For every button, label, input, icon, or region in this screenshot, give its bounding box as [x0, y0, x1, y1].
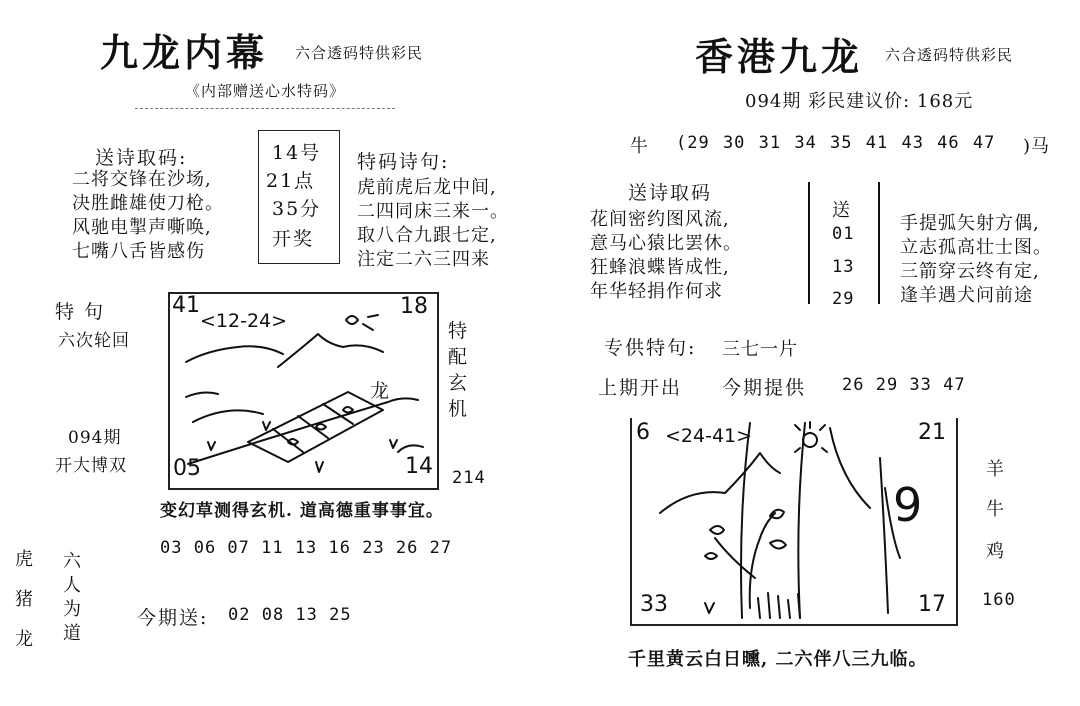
right-sketch-label-range: <24-41>	[665, 425, 753, 447]
left-poem-label: 送诗取码:	[95, 147, 188, 169]
right-ox: 牛	[630, 136, 649, 157]
left-title: 九龙内幕	[100, 30, 269, 75]
left-today-label: 今期送:	[137, 607, 209, 629]
left-sketch-label-br: 14	[405, 454, 433, 479]
right-special-text: 三七一片	[722, 339, 798, 360]
right-today-numbers: 26 29 33 47	[842, 375, 966, 395]
left-te-poem-label: 特码诗句:	[357, 151, 450, 173]
right-poem-line: 意马心猿比罢休。	[590, 233, 742, 254]
right-poem2-line: 手提弧矢射方偶,	[900, 213, 1040, 234]
left-side-vertical: 特配玄机	[448, 320, 470, 420]
left-subtitle: 六合透码特供彩民	[295, 44, 424, 62]
right-subtitle: 六合透码特供彩民	[885, 46, 1014, 64]
left-te-poem-line: 注定二六三四来	[357, 249, 490, 270]
left-issue-text: 开大博双	[55, 456, 127, 476]
left-te-poem	[357, 176, 509, 272]
left-poem-line: 二将交锋在沙场,	[72, 169, 212, 190]
right-poem-line: 花间密约图风流,	[590, 209, 730, 230]
right-sketch-label-bl: 33	[640, 592, 668, 617]
left-divider	[135, 108, 395, 109]
left-today-numbers: 02 08 13 25	[228, 605, 352, 625]
right-horse: )马	[1023, 136, 1051, 157]
right-send: 29	[832, 289, 855, 309]
right-poem-label: 送诗取码	[628, 182, 713, 204]
right-poem-line: 狂蜂浪蝶皆成性,	[590, 257, 730, 278]
right-poem	[590, 208, 742, 304]
left-zodiac: 虎	[15, 549, 34, 570]
left-inner-title: 《内部赠送心水特码》	[185, 82, 346, 100]
right-sketch-label-br: 17	[918, 592, 946, 617]
left-poem-line: 七嘴八舌皆感伤	[72, 241, 205, 262]
right-side-number: 160	[982, 590, 1016, 610]
left-numbers: 03 06 07 11 13 16 23 26 27	[160, 538, 453, 558]
draw-time-line: 14号	[272, 142, 322, 164]
draw-time-line: 21点	[266, 170, 316, 192]
left-te-poem-line: 二四同床三来一。	[357, 201, 509, 222]
right-row-numbers: (29 30 31 34 35 41 43 46 47	[676, 133, 996, 153]
right-prev-label: 上期开出	[598, 377, 683, 399]
right-sketch-label-tl: 6	[636, 420, 650, 445]
right-zodiac: 鸡	[986, 541, 1005, 562]
draw-time-line: 35分	[272, 198, 322, 220]
right-divider-left	[808, 182, 810, 304]
left-issue: 094期	[68, 428, 122, 448]
left-side-number: 214	[452, 468, 486, 488]
right-send: 01	[832, 224, 855, 244]
left-poem	[72, 168, 224, 264]
right-poem2	[900, 212, 1052, 308]
right-title: 香港九龙	[695, 34, 864, 79]
left-sketch-label-tl: 41	[172, 293, 200, 318]
right-sketch-label-tr: 21	[918, 420, 946, 445]
right-poem-line: 年华轻捐作何求	[590, 281, 723, 302]
left-zodiac: 猪	[15, 589, 34, 610]
right-divider-right	[878, 182, 880, 304]
left-poem-line: 决胜雌雄使刀枪。	[72, 193, 224, 214]
left-vertical2: 六人为道	[63, 551, 82, 644]
left-special-text: 六次轮回	[58, 331, 130, 351]
left-sketch-label-range: <12-24>	[200, 310, 288, 332]
right-send: 13	[832, 257, 855, 277]
left-zodiac: 龙	[15, 629, 34, 650]
left-special-label: 特 句	[55, 301, 106, 323]
left-poem-line: 风驰电掣声嘶唤,	[72, 217, 212, 238]
draw-time-line: 开奖	[272, 228, 315, 250]
left-te-poem-line: 虎前虎后龙中间,	[357, 177, 497, 198]
right-sketch-label-nine: 9	[893, 478, 923, 532]
right-poem2-line: 逢羊遇犬问前途	[900, 285, 1033, 306]
right-today-label: 今期提供	[722, 377, 807, 399]
right-zodiac: 牛	[986, 499, 1005, 520]
left-te-poem-line: 取八合九跟七定,	[357, 225, 497, 246]
right-poem2-line: 立志孤高壮士图。	[900, 237, 1052, 258]
right-special-label: 专供特句:	[604, 337, 697, 359]
right-bottom-verse: 千里黄云白日曛, 二六伴八三九临。	[628, 649, 928, 670]
left-sketch-label-dragon: 龙	[370, 380, 390, 402]
left-riddle: 变幻草测得玄机. 道高德重事事宜。	[160, 501, 444, 521]
right-zodiac: 羊	[986, 459, 1005, 480]
right-poem2-line: 三箭穿云终有定,	[900, 261, 1040, 282]
left-sketch-label-tr: 18	[400, 294, 428, 319]
right-issue-price: 094期 彩民建议价: 168元	[745, 91, 974, 112]
right-send: 送	[832, 200, 851, 221]
left-sketch-label-bl: 05	[173, 456, 201, 481]
